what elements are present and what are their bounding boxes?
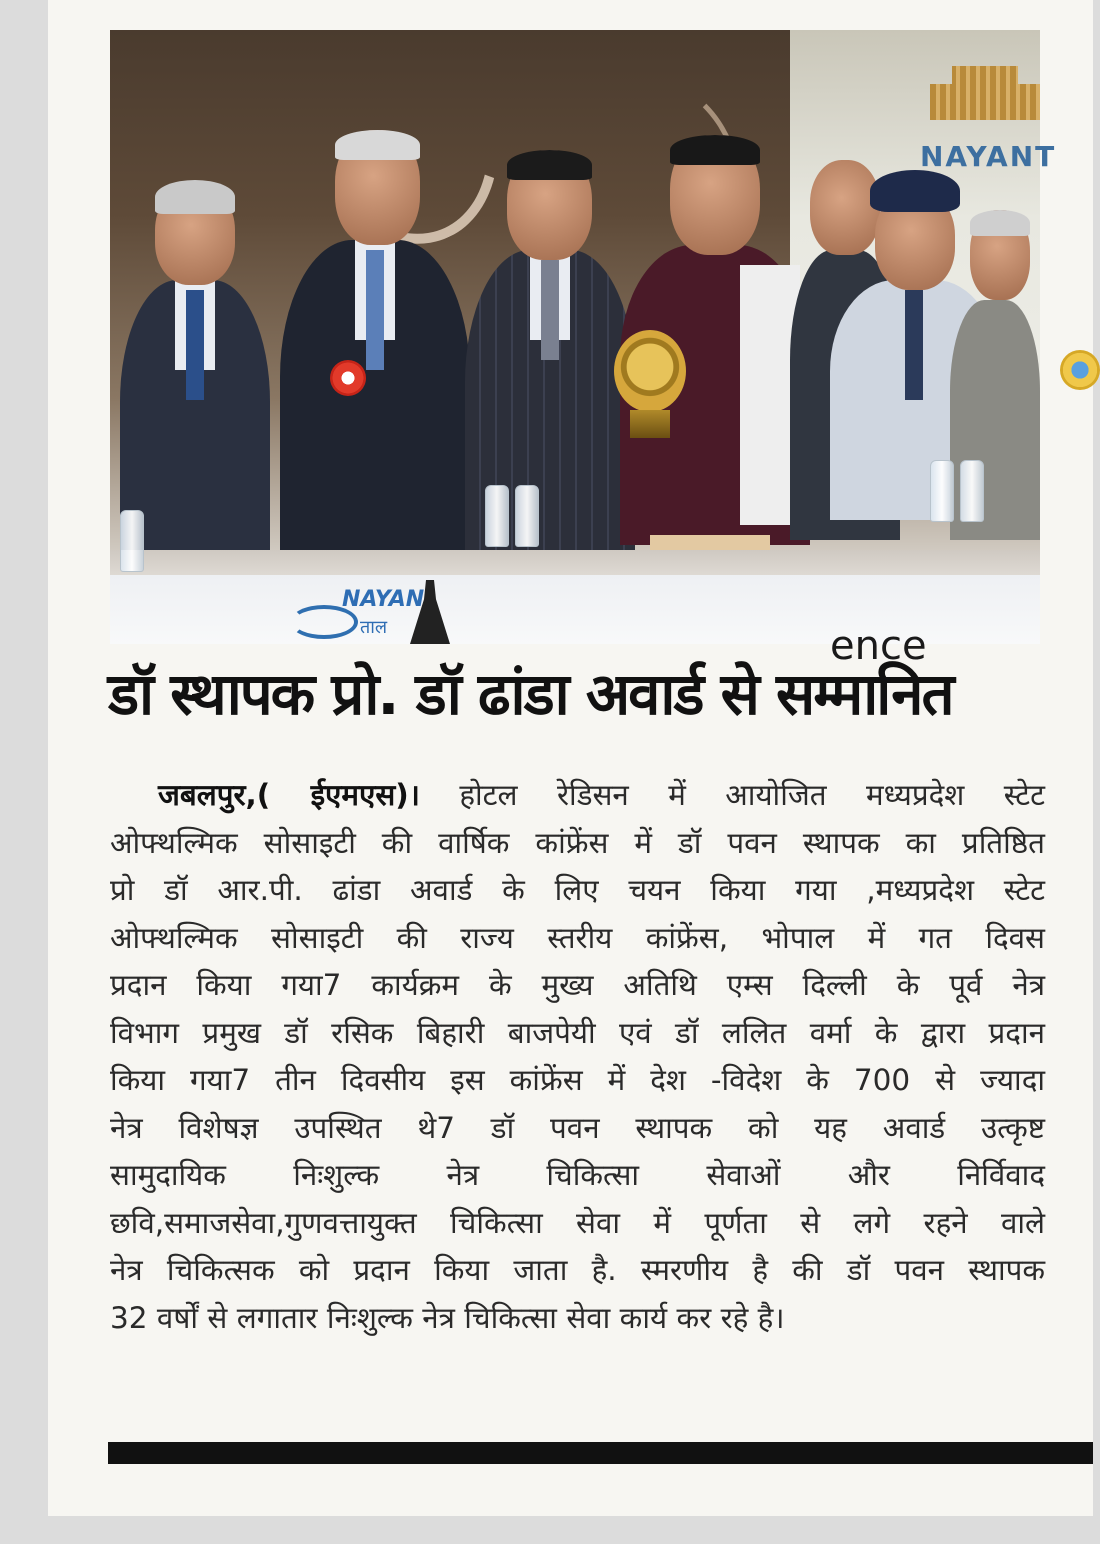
article-line: नेत्र विशेषज्ञ उपस्थित थे7 डॉ पवन स्थापक को यह अवार्ड उत्कृष्ट <box>110 1110 1045 1145</box>
article-dateline: जबलपुर,( ईएमएस)। <box>158 778 420 812</box>
water-bottle <box>960 460 984 522</box>
red-rosette-badge-icon <box>330 360 366 396</box>
article-line-1: जबलपुर,( ईएमएस)। होटल रेडिसन में आयोजित मध्यप्रदेश स्टेट <box>110 772 1045 820</box>
yellow-rosette-badge-icon <box>1060 350 1100 390</box>
article-body <box>110 772 1045 1342</box>
article-line: विभाग प्रमुख डॉ रसिक बिहारी बाजपेयी एवं डॉ ललित वर्मा के द्वारा प्रदान <box>110 1015 1045 1050</box>
article-line: सामुदायिक निःशुल्क नेत्र चिकित्सा सेवाओं और निर्विवाद <box>110 1158 1045 1192</box>
banner-logo-text: NAYANT <box>920 140 1057 173</box>
article-line: नेत्र चिकित्सक को प्रदान किया जाता है. स्मरणीय है की डॉ पवन स्थापक <box>110 1253 1045 1287</box>
award-ceremony-photo <box>110 30 1057 669</box>
article-headline: डॉ स्थापक प्रो. डॉ ढांडा अवार्ड से सम्मानित <box>108 660 953 728</box>
article-bottom-rule <box>108 1442 1093 1464</box>
water-bottle <box>930 460 954 522</box>
water-bottle <box>120 510 144 572</box>
article-line-last: 32 वर्षों से लगातार निःशुल्क नेत्र चिकित्सा सेवा कार्य कर रहे है। <box>110 1300 785 1335</box>
water-bottle <box>515 485 539 547</box>
article-line: प्रो डॉ आर.पी. ढांडा अवार्ड के लिए चयन किया गया ,मध्यप्रदेश स्टेट <box>110 873 1045 907</box>
article-line: किया गया7 तीन दिवसीय इस कांफ्रेंस में देश -विदेश के 700 से ज्यादा <box>110 1063 1045 1097</box>
article-line: प्रदान किया गया7 कार्यक्रम के मुख्य अतिथि एम्स दिल्ली के पूर्व नेत्र <box>110 968 1045 1002</box>
award-trophy-icon <box>610 330 690 440</box>
nayantal-logo-subtext: ताल <box>360 617 388 638</box>
article-line: छवि,समाजसेवा,गुणवत्तायुक्त चिकित्सा सेवा में पूर्णता से लगे रहने वाले <box>110 1205 1045 1240</box>
article-line: ओफ्थल्मिक सोसाइटी की राज्य स्तरीय कांफ्रेंस, भोपाल में गत दिवस <box>110 920 1045 955</box>
nayantal-logo-text: NAYAN <box>342 587 425 612</box>
person-second <box>280 130 470 600</box>
water-bottle <box>485 485 509 547</box>
conference-partial-text: ence <box>830 623 927 669</box>
article-line: ओफ्थल्मिक सोसाइटी की वार्षिक कांफ्रेंस में डॉ पवन स्थापक का प्रतिष्ठित <box>110 825 1045 860</box>
